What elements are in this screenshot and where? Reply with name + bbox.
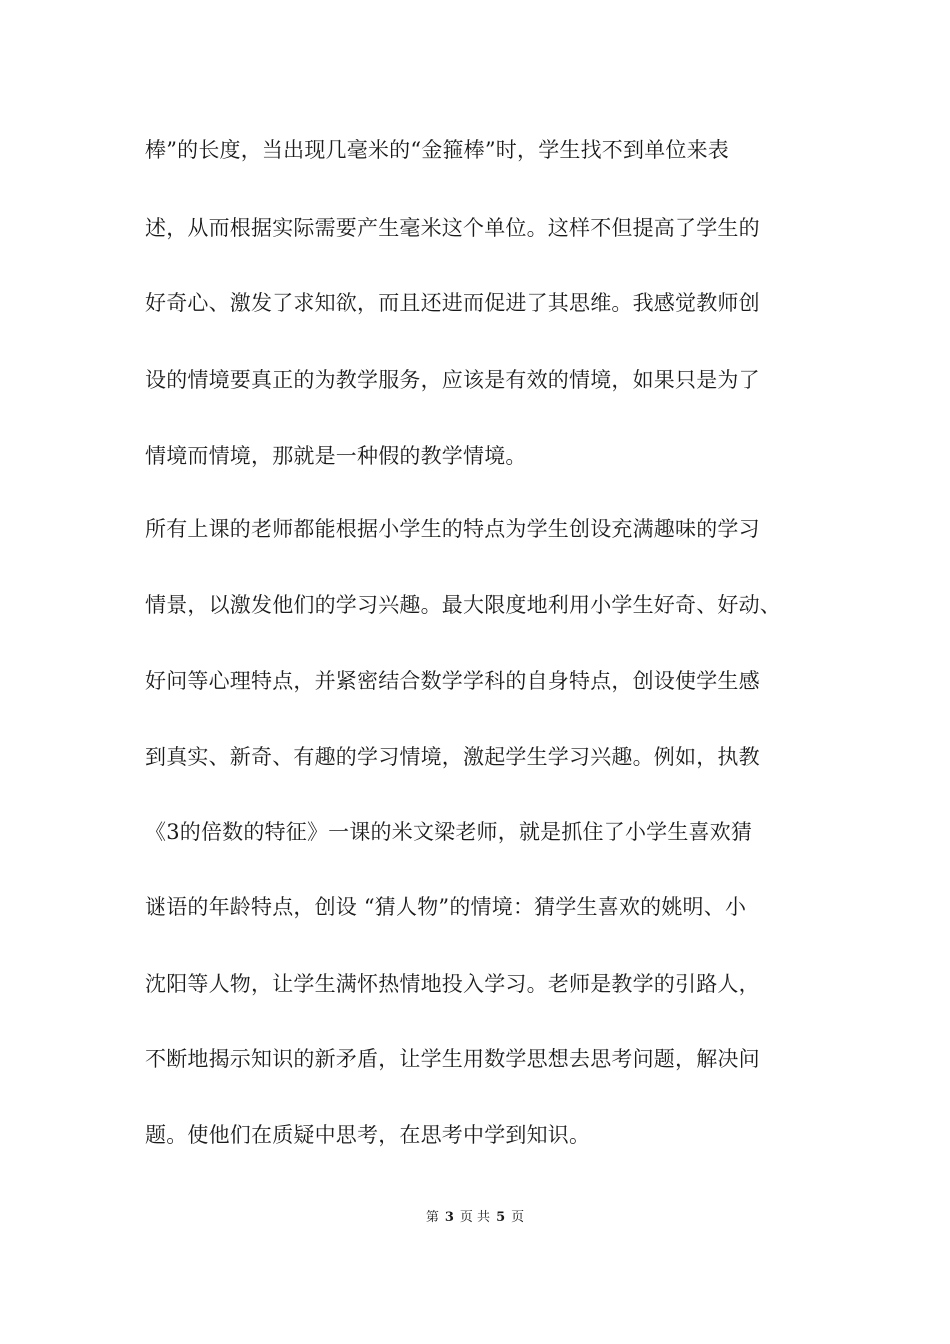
footer-middle: 页 共 bbox=[459, 1210, 491, 1225]
text-line: 沈阳等人物，让学生满怀热情地投入学习。老师是教学的引路人， bbox=[145, 972, 760, 996]
text-line: 到真实、新奇、有趣的学习情境，激起学生学习兴趣。例如，执教 bbox=[145, 745, 760, 769]
text-line: 好奇心、激发了求知欲，而且还进而促进了其思维。我感觉教师创 bbox=[145, 291, 760, 315]
text-line: 好问等心理特点，并紧密结合数学学科的自身特点，创设使学生感 bbox=[145, 669, 760, 693]
page-footer bbox=[0, 1209, 950, 1227]
text-line: 情景，以激发他们的学习兴趣。最大限度地利用小学生好奇、好动、 bbox=[145, 593, 781, 617]
footer-prefix: 第 bbox=[425, 1210, 439, 1225]
text-line: 所有上课的老师都能根据小学生的特点为学生创设充满趣味的学习 bbox=[145, 517, 760, 541]
text-line: 题。使他们在质疑中思考，在思考中学到知识。 bbox=[145, 1123, 591, 1147]
text-line: 不断地揭示知识的新矛盾，让学生用数学思想去思考问题，解决问 bbox=[145, 1047, 760, 1071]
current-page-number: 3 bbox=[444, 1210, 454, 1225]
total-page-number: 5 bbox=[496, 1210, 506, 1225]
text-line: 谜语的年龄特点，创设 “猜人物”的情境：猜学生喜欢的姚明、小 bbox=[145, 895, 747, 919]
text-line: 设的情境要真正的为教学服务，应该是有效的情境，如果只是为了 bbox=[145, 368, 760, 392]
text-line: 《3的倍数的特征》一课的米文梁老师，就是抓住了小学生喜欢猜 bbox=[145, 820, 753, 844]
text-line: 述，从而根据实际需要产生毫米这个单位。这样不但提高了学生的 bbox=[145, 216, 760, 240]
text-line: 情境而情境，那就是一种假的教学情境。 bbox=[145, 444, 527, 468]
text-line: 棒”的长度，当出现几毫米的“金箍棒”时，学生找不到单位来表 bbox=[145, 138, 730, 162]
footer-suffix: 页 bbox=[511, 1210, 525, 1225]
